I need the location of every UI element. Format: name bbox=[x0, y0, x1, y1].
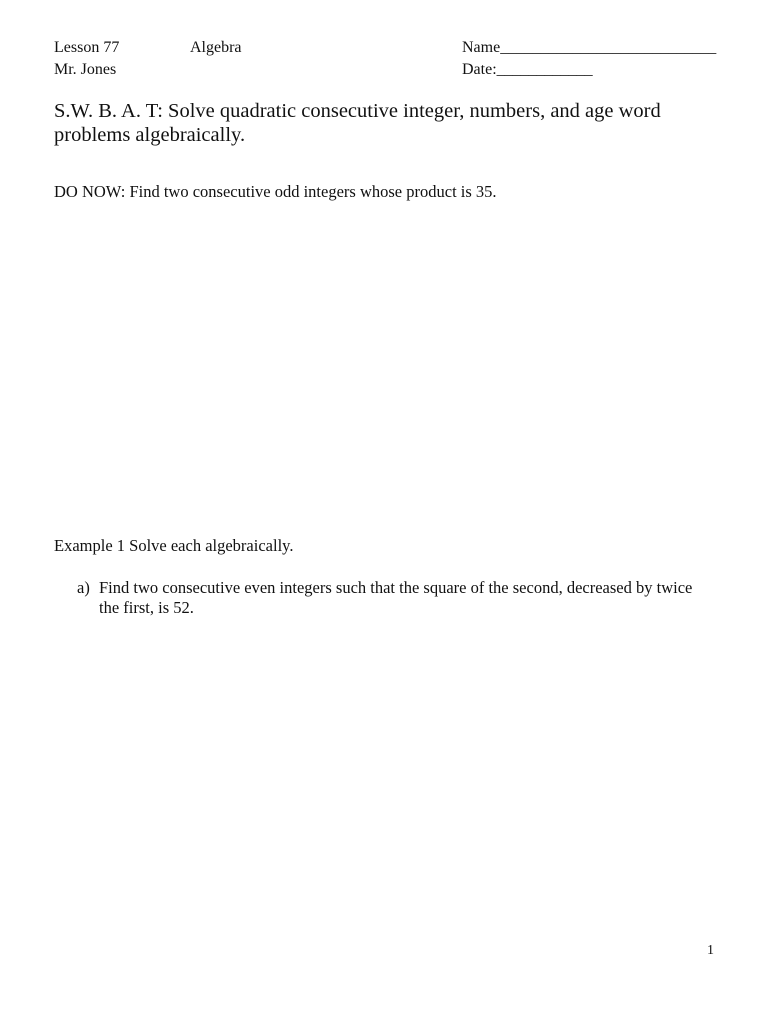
do-now-question: DO NOW: Find two consecutive odd integers whose product is 35. bbox=[54, 182, 497, 201]
item-marker: a) bbox=[77, 578, 90, 597]
teacher-label: Mr. Jones bbox=[54, 61, 117, 78]
name-field: Name___________________________ bbox=[462, 39, 717, 56]
example-1-title: Example 1 Solve each algebraically. bbox=[54, 536, 294, 555]
lesson-label: Lesson 77 bbox=[54, 39, 120, 56]
date-field: Date:____________ bbox=[462, 61, 593, 78]
item-text: Find two consecutive even integers such that the square of the second, decreased by twice the first, is 52. bbox=[99, 578, 693, 617]
page-number: 1 bbox=[707, 943, 714, 958]
objective-statement: S.W. B. A. T: Solve quadratic consecutive integer, numbers, and age word problems algebraically. bbox=[54, 100, 661, 146]
example-1-item-a bbox=[77, 578, 693, 617]
subject-label: Algebra bbox=[190, 39, 242, 56]
